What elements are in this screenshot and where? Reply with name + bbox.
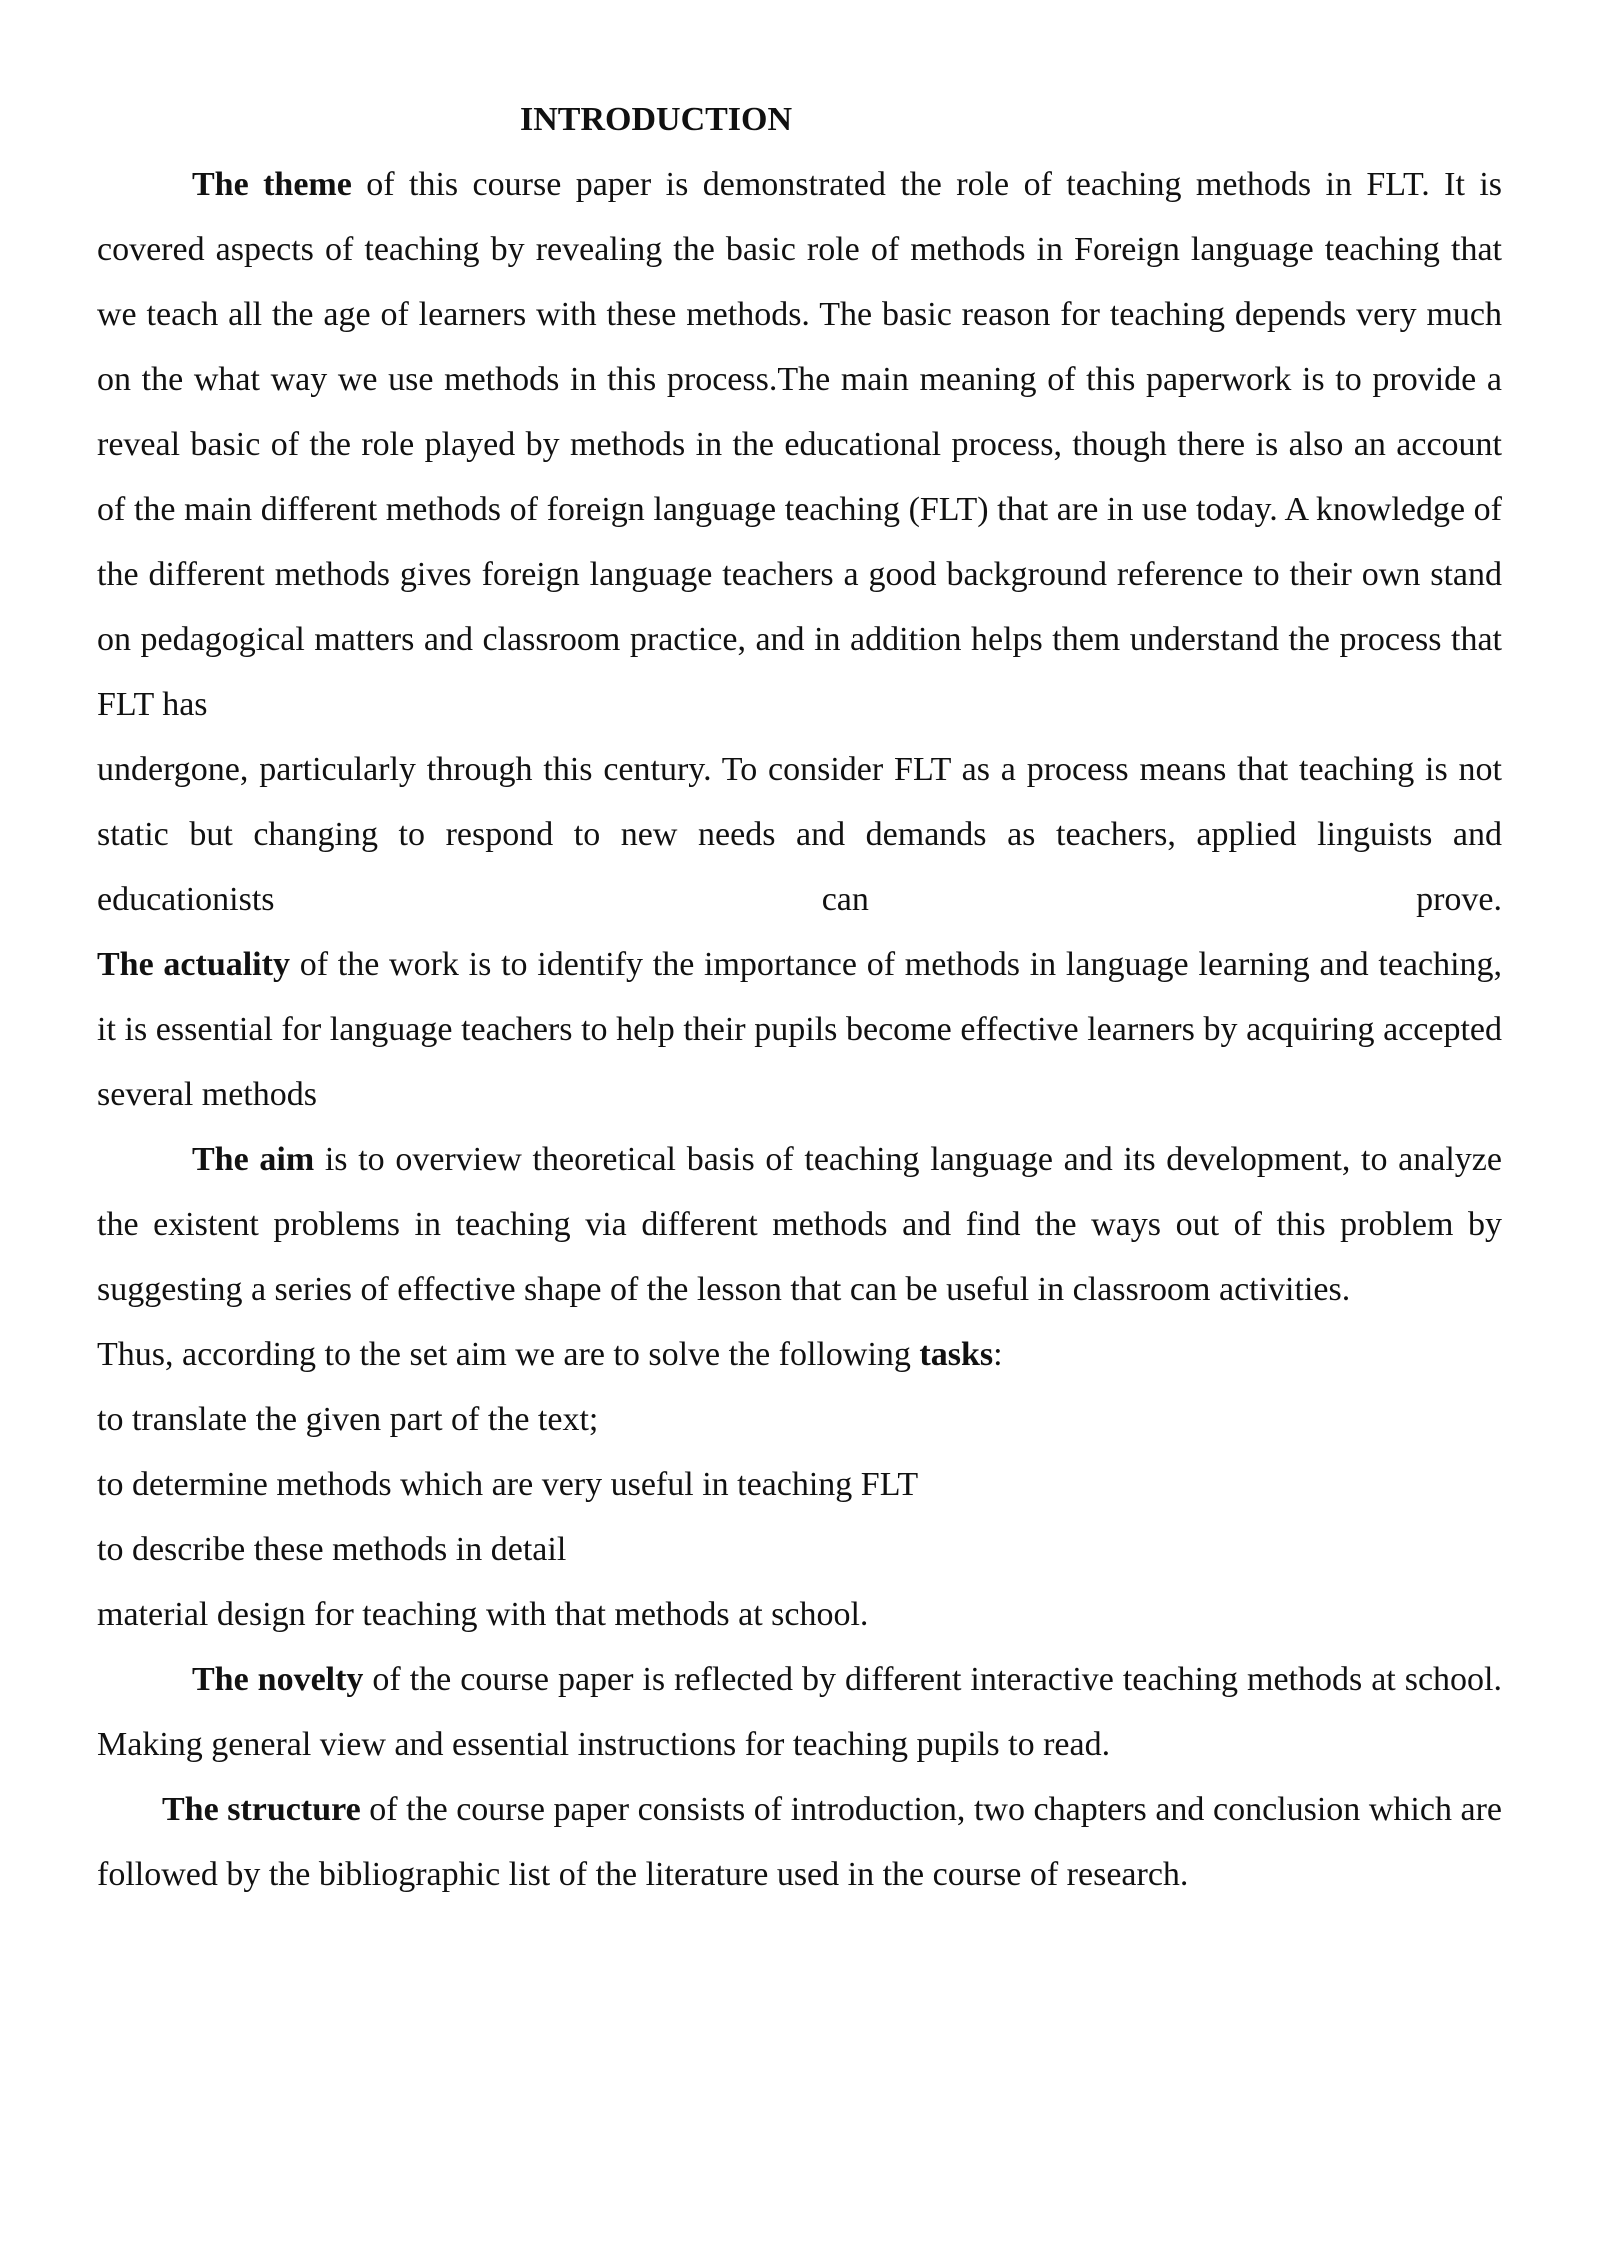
theme-text: of this course paper is demonstrated the role of teaching methods in FLT. It is covered aspects of teaching by revealing the basic role of methods in Foreign language teaching that we teach all the age of learners with these methods. The basic reason for teaching depends very much on the what way we use methods in this process.The main meaning of this paperwork is to provide a reveal basic of the role played by methods in the educational process, though there is also an account of the main different methods of foreign language teaching (FLT) that are in use today. A knowledge of the different methods gives foreign language teachers a good background reference to their own stand on pedagogical matters and classroom practice, and in addition helps them understand the process that FLT has xyxy=(97,166,1502,723)
structure-text: of the course paper consists of introduction, two chapters and conclusion which are followed by the bibliographic list of the literature used in the course of research. xyxy=(97,1791,1503,1893)
novelty-paragraph xyxy=(97,1647,1502,1777)
actuality-label: The actuality xyxy=(97,946,290,983)
aim-label: The aim xyxy=(192,1141,315,1178)
task-item: to translate the given part of the text; xyxy=(97,1401,599,1438)
page-title: INTRODUCTION xyxy=(520,101,793,138)
task-item: to describe these methods in detail xyxy=(97,1531,567,1568)
tasks-intro-line xyxy=(97,1322,1502,1387)
theme-paragraph xyxy=(97,152,1502,737)
task-item: to determine methods which are very useful in teaching FLT xyxy=(97,1466,919,1503)
structure-label: The structure xyxy=(162,1791,361,1828)
novelty-label: The novelty xyxy=(192,1661,364,1698)
aim-paragraph xyxy=(97,1127,1502,1322)
aim-text: is to overview theoretical basis of teaching language and its development, to analyze the existent problems in teaching via different methods and find the ways out of this problem by suggesting a series of effective shape of the lesson that can be useful in classroom activities. xyxy=(97,1141,1502,1308)
novelty-text: of the course paper is reflected by different interactive teaching methods at school. Making general view and essential instructions for teaching pupils to read. xyxy=(97,1661,1502,1763)
theme-continuation-paragraph: undergone, particularly through this century. To consider FLT as a process means that teaching is not static but changing to respond to new needs and demands as teachers, applied linguists and educationists can prove. xyxy=(97,751,1502,918)
structure-paragraph xyxy=(97,1777,1502,1907)
actuality-text: of the work is to identify the importance of methods in language learning and teaching, it is essential for language teachers to help their pupils become effective learners by acquiring accepted several methods xyxy=(97,946,1503,1113)
task-item: material design for teaching with that methods at school. xyxy=(97,1596,869,1633)
tasks-label: tasks xyxy=(919,1336,994,1373)
tasks-intro: Thus, according to the set aim we are to solve the following xyxy=(97,1336,920,1373)
theme-label: The theme xyxy=(192,166,352,203)
document-body xyxy=(97,152,1502,1907)
tasks-colon: : xyxy=(993,1336,1003,1373)
actuality-paragraph xyxy=(97,932,1502,1127)
